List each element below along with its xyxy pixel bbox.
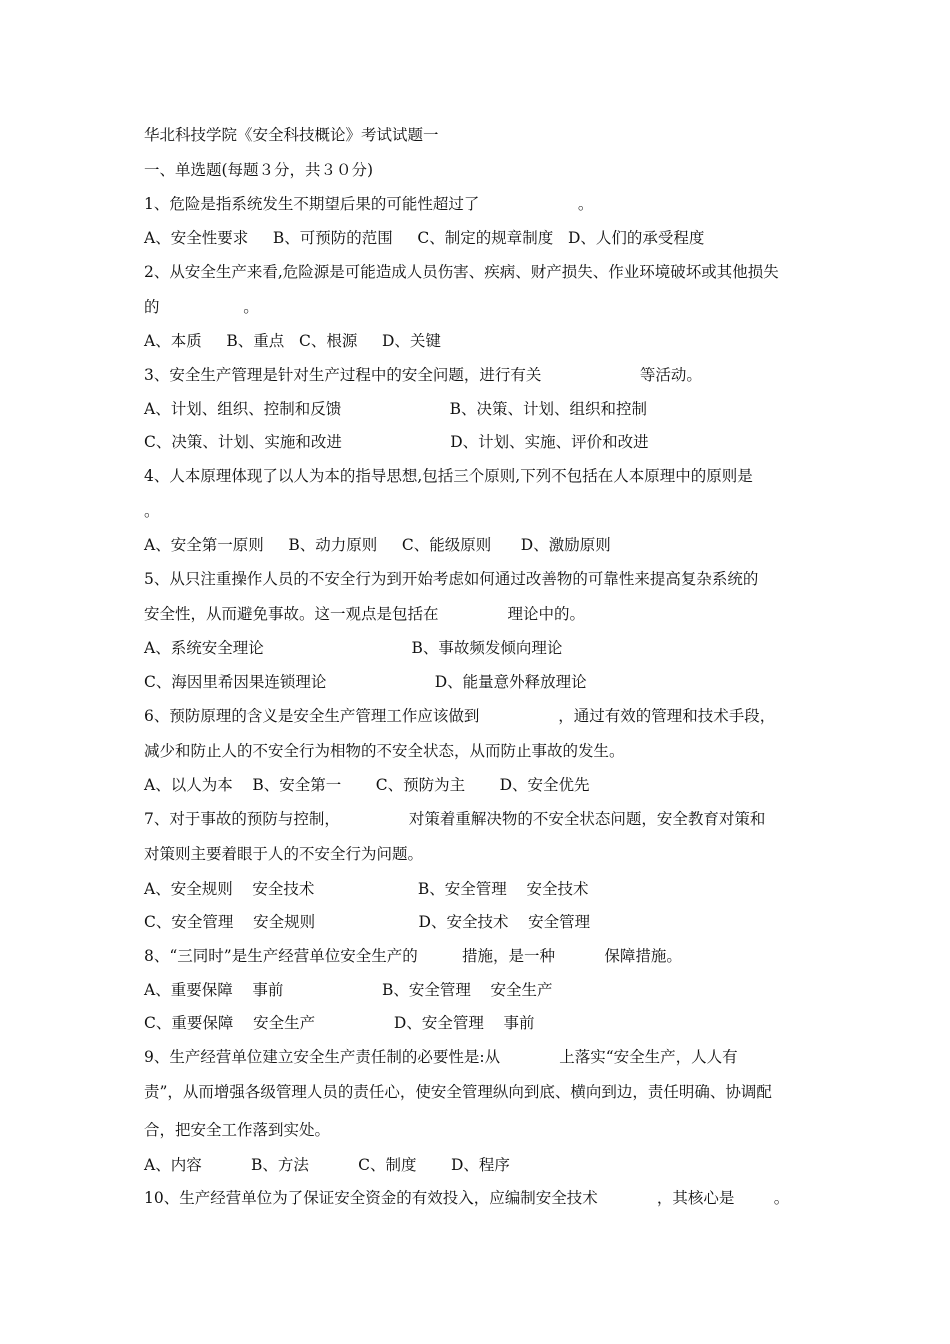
- question-1-options: A、安全性要求 B、可预防的范围 C、制定的规章制度 D、人们的承受程度: [144, 229, 705, 247]
- question-7-options-ab: A、安全规则 安全技术 B、安全管理 安全技术: [144, 880, 589, 898]
- question-6-options: A、以人为本 B、安全第一 C、预防为主 D、安全优先: [144, 776, 590, 794]
- question-4-cont: 。: [144, 502, 160, 520]
- question-7: 7、对于事故的预防与控制， 对策着重解决物的不安全状态问题，安全教育对策和: [144, 810, 766, 828]
- section-heading: 一、单选题(每题３分，共３０分): [144, 161, 374, 179]
- question-6: 6、预防原理的含义是安全生产管理工作应该做到 ，通过有效的管理和技术手段，: [144, 707, 776, 725]
- question-9-cont: 责”，从而增强各级管理人员的责任心，使安全管理纵向到底、横向到边，责任明确、协调配: [144, 1083, 772, 1101]
- question-9-options: A、内容 B、方法 C、制度 D、程序: [144, 1156, 510, 1174]
- question-10: 10、生产经营单位为了保证安全资金的有效投入，应编制安全技术 ，其核心是 。: [144, 1189, 790, 1207]
- question-2-options: A、本质 B、重点 C、根源 D、关键: [144, 332, 441, 350]
- question-8-options-ab: A、重要保障 事前 B、安全管理 安全生产: [144, 981, 553, 999]
- question-2: 2、从安全生产来看,危险源是可能造成人员伤害、疾病、财产损失、作业环境破坏或其他损失: [144, 263, 779, 281]
- question-9-cont-2: 合，把安全工作落到实处。: [144, 1121, 331, 1139]
- question-5-cont: 安全性，从而避免事故。这一观点是包括在 理论中的。: [144, 605, 585, 623]
- question-5-options-cd: C、海因里希因果连锁理论 D、能量意外释放理论: [144, 673, 587, 691]
- question-1: 1、危险是指系统发生不期望后果的可能性超过了 。: [144, 195, 594, 213]
- question-9: 9、生产经营单位建立安全生产责任制的必要性是:从 上落实“安全生产，人人有: [144, 1048, 738, 1066]
- question-7-cont: 对策则主要着眼于人的不安全行为问题。: [144, 845, 424, 863]
- question-3-options-cd: C、决策、计划、实施和改进 D、计划、实施、评价和改进: [144, 433, 649, 451]
- question-5: 5、从只注重操作人员的不安全行为到开始考虑如何通过改善物的可靠性来提高复杂系统的: [144, 570, 759, 588]
- question-4-options: A、安全第一原则 B、动力原则 C、能级原则 D、激励原则: [144, 536, 611, 554]
- question-8: 8、“三同时”是生产经营单位安全生产的 措施，是一种 保障措施。: [144, 947, 682, 965]
- question-3: 3、安全生产管理是针对生产过程中的安全问题，进行有关 等活动。: [144, 366, 702, 384]
- question-4: 4、人本原理体现了以人为本的指导思想,包括三个原则,下列不包括在人本原理中的原则是: [144, 467, 753, 485]
- question-7-options-cd: C、安全管理 安全规则 D、安全技术 安全管理: [144, 913, 591, 931]
- question-5-options-ab: A、系统安全理论 B、事故频发倾向理论: [144, 639, 563, 657]
- question-6-cont: 减少和防止人的不安全行为相物的不安全状态，从而防止事故的发生。: [144, 742, 625, 760]
- question-3-options-ab: A、计划、组织、控制和反馈 B、决策、计划、组织和控制: [144, 400, 647, 418]
- doc-title: 华北科技学院《安全科技概论》考试试题一: [144, 126, 439, 144]
- question-8-options-cd: C、重要保障 安全生产 D、安全管理 事前: [144, 1014, 535, 1032]
- question-2-cont: 的 。: [144, 298, 259, 316]
